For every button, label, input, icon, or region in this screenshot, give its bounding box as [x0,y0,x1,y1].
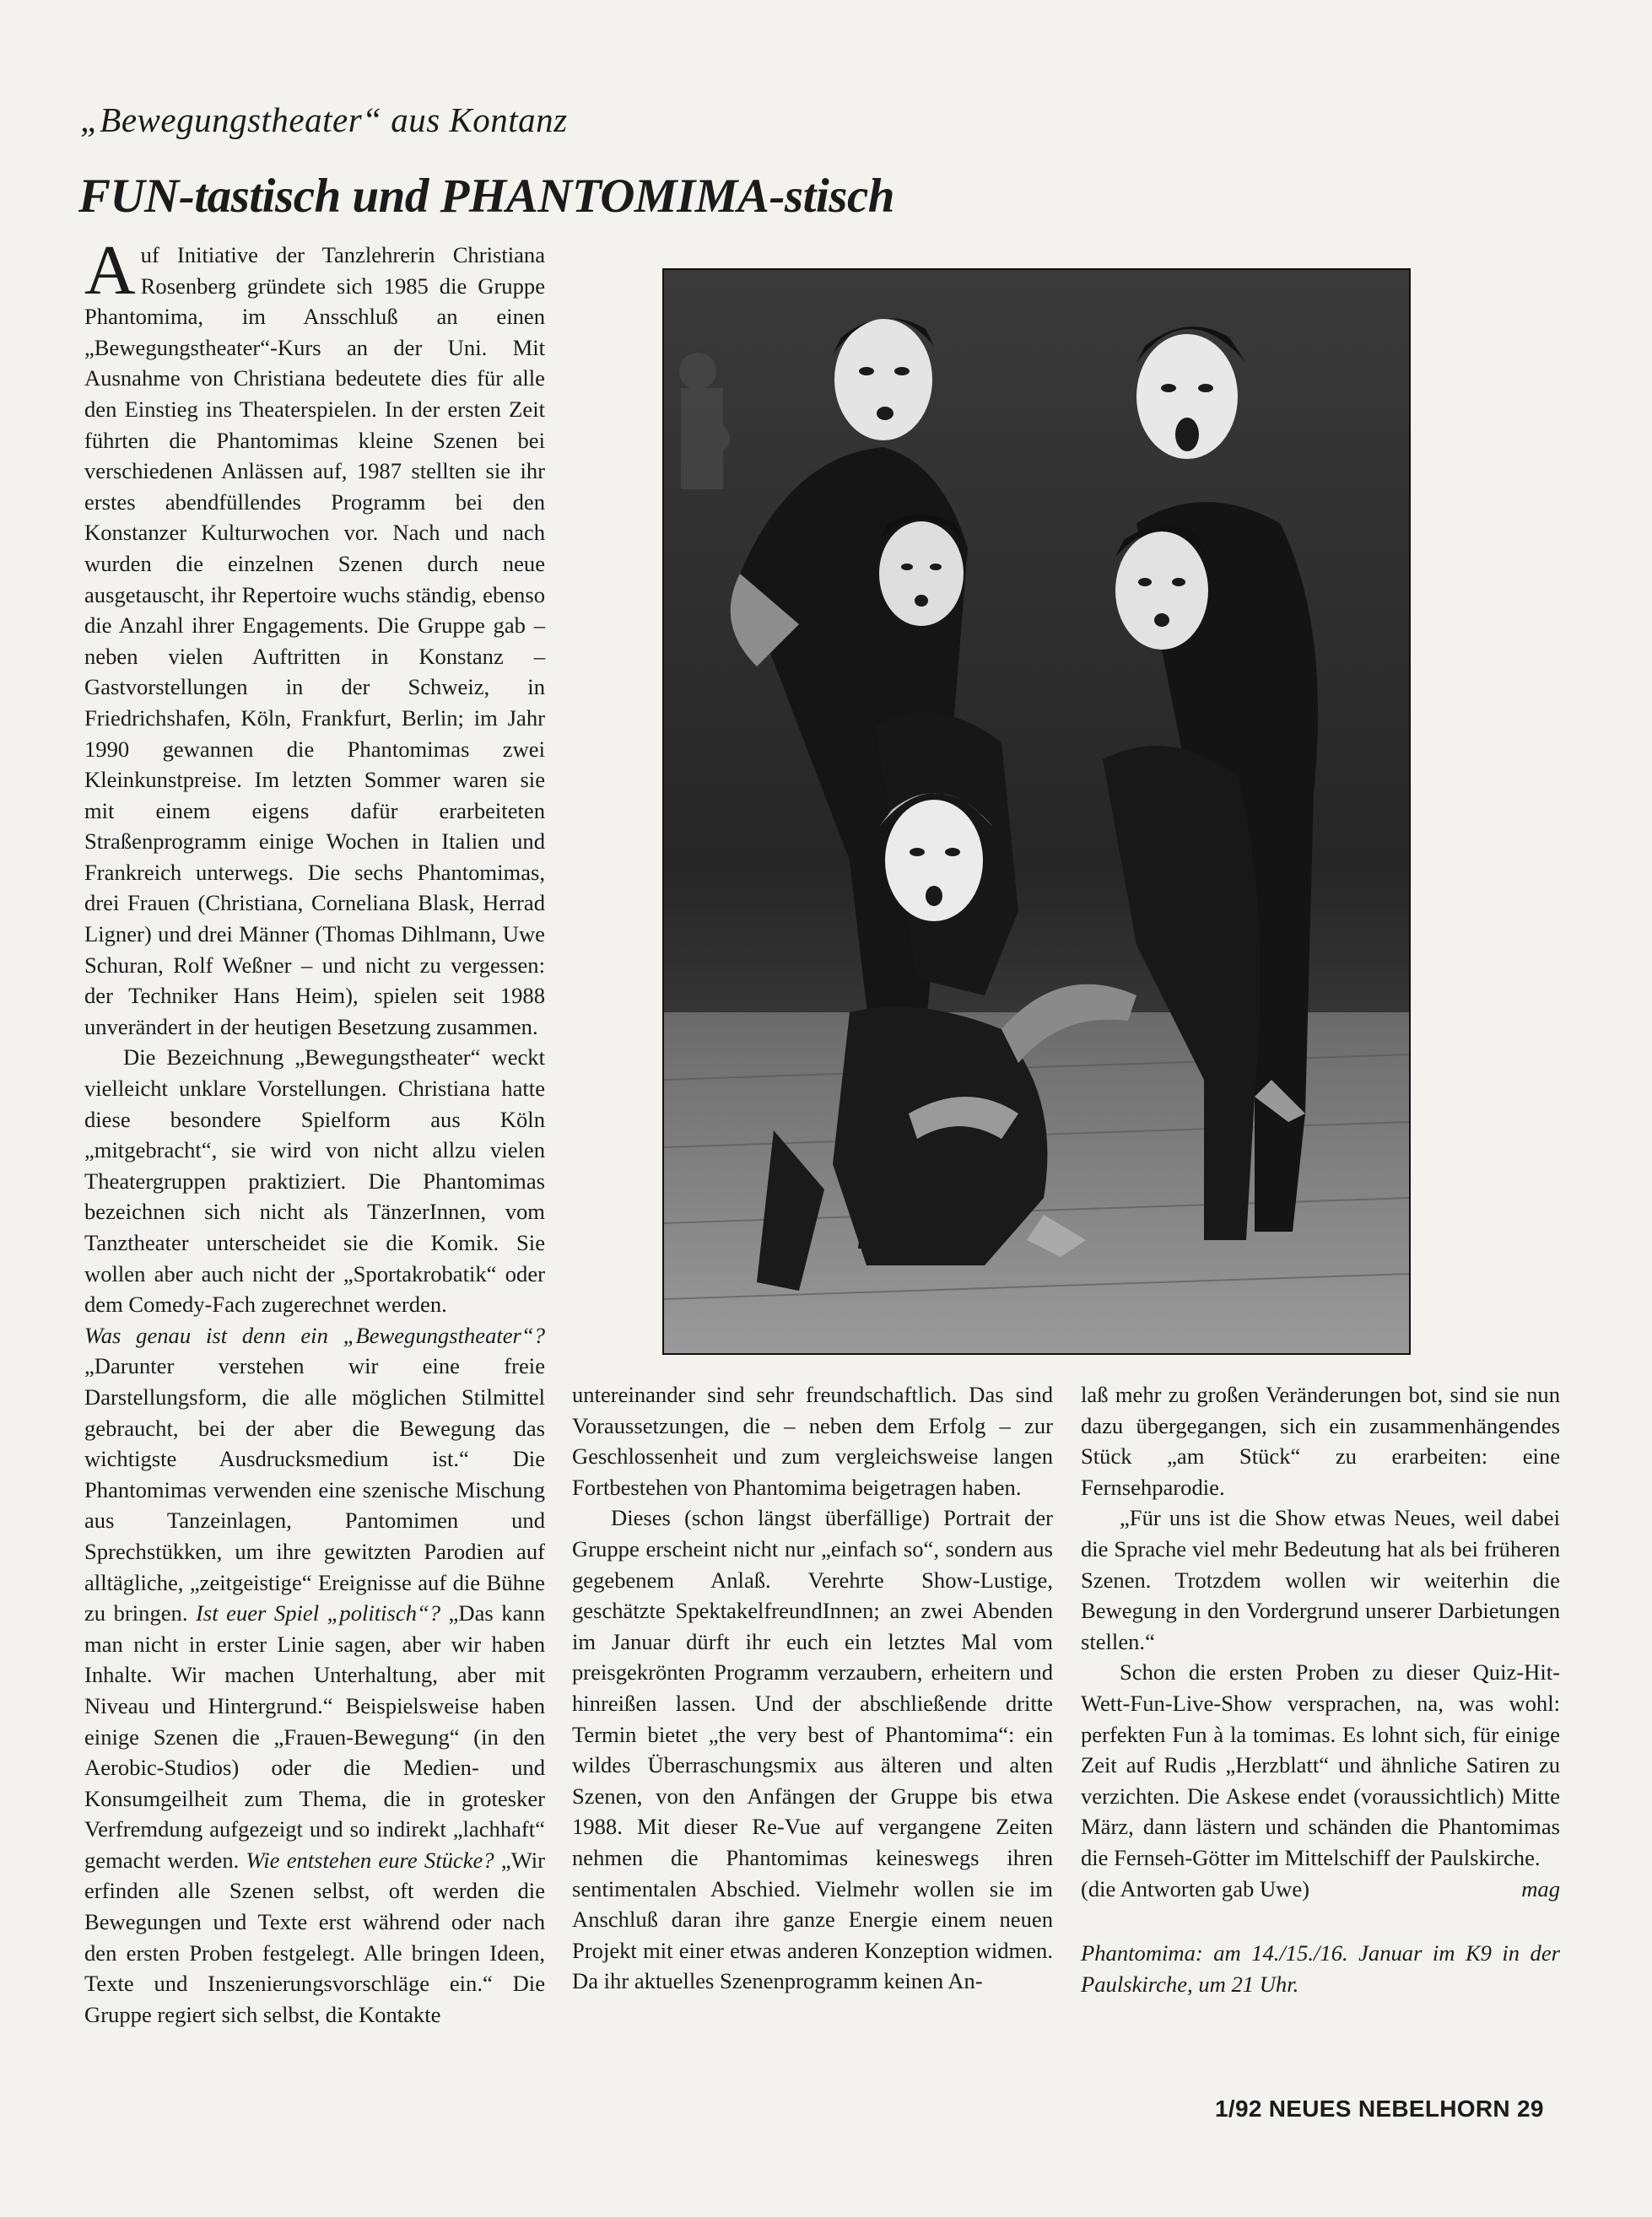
text-column-1 [84,231,545,2030]
text-column-3 [1081,1379,1560,1999]
article-headline: FUN-tastisch und PHANTOMIMA-stisch [78,170,894,223]
col2-paragraph-1: untereinander sind sehr freundschaftlich. Das sind Voraussetzungen, die – neben dem Erfolg – zur Geschlossenheit und zum vergleichsweise langen Fortbestehen von Phantomima beigetragen haben. [572,1382,1053,1500]
col3-paragraph-3-text: Schon die ersten Proben zu dieser Quiz-Hit-Wett-Fun-Live-Show versprachen, na, was wohl: perfekten Fun à la tomimas. Es lohnt sich, für einige Zeit auf Rudis „Herzblatt“ und ähnliche Satiren zu verzichten. Die Askese endet (voraussichtlich) Mitte März, dann lästern und schänden die Phantomimas die Fernseh-Götter im Mittelschiff der Paulskirche. [1081,1659,1560,1870]
interview-question-1: Was genau ist denn ein „Bewegungstheater“? [84,1322,545,1348]
interview-answer-3: „Wir erfinden alle Szenen selbst, oft werden die Bewegungen und Texte erst während oder nach den ersten Proben festgelegt. Alle bringen Ideen, Texte und Inszenierungsvorschläge ein.“ Die Gruppe regiert sich selbst, die Kontakte [84,1847,545,2027]
interview-source: (die Antworten gab Uwe) [1081,1875,1310,1901]
col3-paragraph-2: „Für uns ist die Show etwas Neues, weil dabei die Sprache viel mehr Bedeutung hat als bei früheren Szenen. Trotzdem wollen wir weiterhin die Bewegung in den Vordergrund unserer Darbietungen stellen.“ [1081,1505,1560,1654]
photo-illustration [664,270,1409,1353]
intro-paragraph [84,231,545,1042]
interview-block-1 [84,1320,545,2031]
interview-answer-1: „Darunter verstehen wir eine freie Darstellungsform, die alle möglichen Stilmittel gebraucht, bei der aber die Bewegung das wichtigste Ausdrucksmedium ist.“ Die Phantomimas verwenden eine szenische Mischung aus Tanzeinlagen, Pantomimen und Sprechstükken, um ihre gewitzten Parodien auf alltägliche, „zeitgeistige“ Ereignisse auf die Bühne zu bringen. [84,1353,545,1626]
article-kicker: „Bewegungstheater“ aus Kontanz [80,100,568,139]
mime-group-photo [662,268,1411,1355]
col3-paragraph-1: laß mehr zu großen Veränderungen bot, sind sie nun dazu übergegangen, sich ein zusammenhängendes Stück „am Stück“ zu erarbeiten: eine Fernsehparodie. [1081,1382,1560,1500]
text-column-2 [572,1379,1053,1997]
event-info: Phantomima: am 14./15./16. Januar im K9 in der Paulskirche, um 21 Uhr. [1081,1940,1560,1997]
interview-question-2: Ist euer Spiel „politisch“? [196,1600,441,1626]
interview-question-3: Wie entstehen eure Stücke? [246,1847,494,1873]
interview-answer-2: „Das kann man nicht in erster Linie sagen, aber wir haben Inhalte. Wir machen Unterhaltung, aber mit Niveau und Hintergrund.“ Beispielsweise haben einige Szenen die „Frauen-Bewegung“ (in den Aerobic-Studios) oder die Medien- und Konsumgeilheit zum Thema, die in grotesker Verfremdung aufgezeigt und so indirekt „lachhaft“ gemacht werden. [84,1600,545,1873]
page-footer: 1/92 NEUES NEBELHORN 29 [1215,2096,1544,2122]
paragraph-bewegungstheater: Die Bezeichnung „Bewegungstheater“ weckt vielleicht unklare Vorstellungen. Christiana hatte diese besondere Spielform aus Köln „mitgebracht“, sie wird von nicht allzu vielen Theatergruppen praktiziert. Die Phantomimas bezeichnen sich nicht als TänzerInnen, vom Tanztheater unterscheidet sie die Komik. Sie wollen aber auch nicht der „Sportakrobatik“ oder dem Comedy-Fach zugerechnet werden. [84,1044,545,1318]
intro-paragraph-text: uf Initiative der Tanzlehrerin Christiana Rosenberg gründete sich 1985 die Gruppe Phantomima, im Ansschluß an einen „Bewegungstheater“-Kurs an der Uni. Mit Ausnahme von Christiana bedeutete dies für alle den Einstieg ins Theaterspielen. In der ersten Zeit führten die Phantomimas kleine Szenen bei verschiedenen Anlässen auf, 1987 stellten sie ihr erstes abendfüllendes Programm bei den Konstanzer Kulturwochen vor. Nach und nach wurden die einzelnen Szenen durch neue ausgetauscht, ihr Repertoire wuchs ständig, ebenso die Anzahl ihrer Engagements. Die Gruppe gab – neben vielen Auftritten in Konstanz – Gastvorstellungen in der Schweiz, in Friedrichshafen, Köln, Frankfurt, Berlin; im Jahr 1990 gewannen die Phantomimas zwei Kleinkunstpreise. Im letzten Sommer waren sie mit einem eigens dafür erarbeiteten Straßenprogramm einige Wochen in Italien und Frankreich unterwegs. Die sechs Phantomimas, drei Frauen (Christiana, Corneliana Blask, Herrad Ligner) und drei Männer (Thomas Dihlmann, Uwe Schuran, Rolf Weßner – und nicht zu vergessen: der Techniker Hans Heim), spielen seit 1988 unverändert in der heutigen Besetzung zusammen. [84,242,545,1039]
drop-cap: A [84,231,136,310]
col2-paragraph-2: Dieses (schon längst überfällige) Portrait der Gruppe erscheint nicht nur „einfach so“, sondern aus gegebenem Anlaß. Verehrte Show-Lustige, geschätzte SpektakelfreundInnen; an zwei Abenden im Januar dürft ihr euch ein letztes Mal vom preisgekrönten Programm verzaubern, erheitern und hinreißen lassen. Und der abschließende dritte Termin bietet „the very best of Phantomima“: ein wildes Überraschungsmix aus älteren und alten Szenen, von den Anfängen der Gruppe bis etwa 1988. Mit dieser Re-Vue auf vergangene Zeiten nehmen die Phantomimas keineswegs ihren sentimentalen Abschied. Vielmehr wollen sie im Anschluß daran ihre ganze Energie einem neuen Projekt mit einer etwas anderen Konzeption widmen. Da ihr aktuelles Szenenprogramm keinen An- [572,1505,1053,1994]
author-signature: mag [1521,1875,1560,1901]
